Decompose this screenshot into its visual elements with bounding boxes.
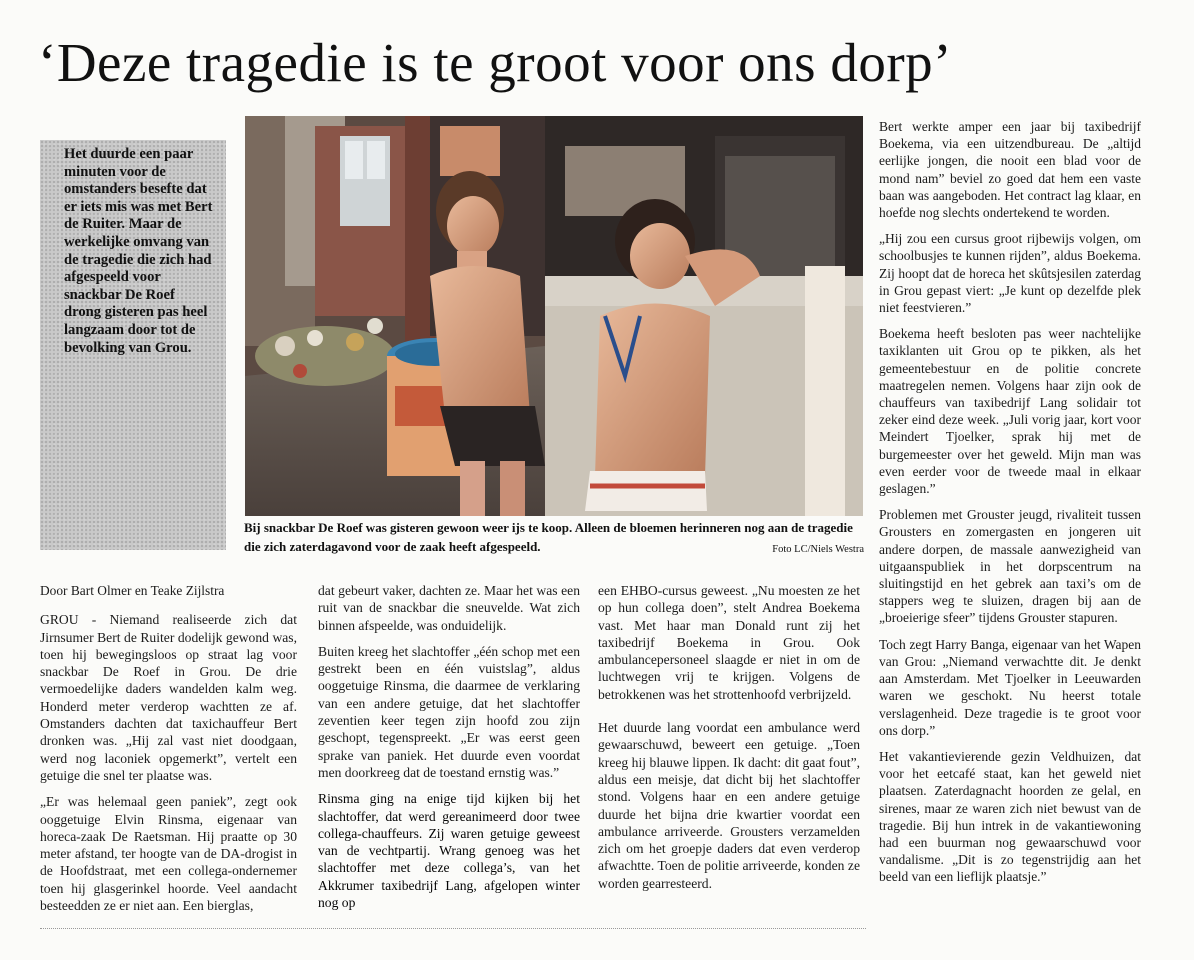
col4-para-2: „Hij zou een cursus groot rijbewijs volgen, om schoolbusjes te kunnen rijden”, aldus Boekema. Zij hoopt dat de horeca het skûtsjesilen zaterdag in Grou gepast viert: „Je kunt op dezelfde plek niet feestvieren.”: [879, 231, 1141, 316]
caption-text: Bij snackbar De Roef was gisteren gewoon weer ijs te koop. Alleen de bloemen herinneren nog aan de tragedie die zich zaterdagavond voor de zaak heeft afgespeeld.: [244, 520, 853, 554]
photo-illustration: [245, 116, 863, 516]
column-4: [879, 118, 1141, 886]
col4-para-6: Het vakantievierende gezin Veldhuizen, dat voor het eetcafé staat, kan het geweld niet plaatsen. Zaterdagnacht hoorden ze gelal, en sirenes, maar ze waren zich niet bewust van de tragedie. Bij hun intrek in de vakantiewoning had een buurman nog gewaarschuwd voor vandalisme. „Dit is zo tegenstrijdig aan het beeld van een lieflijk plaatsje.”: [879, 748, 1141, 885]
col1-para-2: „Er was helemaal geen paniek”, zegt ook ooggetuige Elvin Rinsma, eigenaar van horeca-zaak De Raetsman. Hij praatte op 30 meter afstand, ter hoogte van de DA-drogist in de Hoofdstraat, met een collega-ondernemer toen hij glasgerinkel hoorde. Veel aandacht besteedden ze er niet aan. Een bierglas,: [40, 794, 297, 914]
col4-para-1: Bert werkte amper een jaar bij taxibedrijf Boekema, via een uitzendbureau. De „altijd eerlijke jongen, die nooit een blad voor de mond nam” beviel zo goed dat hem een vaste baan was aangeboden. Het contract lag klaar, en hoefde nog slechts ondertekend te worden.: [879, 119, 1141, 221]
intro-box: [40, 140, 226, 550]
column-1: [40, 582, 297, 914]
col3-para-2: Het duurde lang voordat een ambulance werd gewaarschuwd, beweert een getuige. „Toen kreeg hij blauwe lippen. Ik dacht: dit gaat fout”, aldus een meisje, dat dicht bij het slachtoffer stond. Volgens haar en een andere getuige duurde het bijna drie kwartier voordat een ambulance arriveerde. Grousters verzamelden zich om het groepje daders dat even verderop afwachtte. Toen de politie arriveerde, konden ze worden gearresteerd.: [598, 720, 860, 891]
col4-para-4: Problemen met Grouster jeugd, rivaliteit tussen Grousters en zomergasten en jongeren uit andere dorpen, de massale aanwezigheid van uitgaanspubliek in het dorpscentrum na sluitingstijd en het gebrek aan taxi’s om de stappers weg te sluizen, dragen bij aan de „broeierige sfeer” tijdens Grouster stapuren.: [879, 507, 1141, 626]
column-2: [318, 582, 580, 911]
headline: ‘Deze tragedie is te groot voor ons dorp’: [38, 32, 952, 93]
col2-para-2: Buiten kreeg het slachtoffer „één schop met een gestrekt been en één vuistslag”, aldus ooggetuige Rinsma, die daarmee de verklaring van een andere getuige, dat het slachtoffer zeventien keer tegen zijn hoofd zou zijn geschopt, tegenspreekt. „Er was eerst geen sprake van paniek. Het duurde even voordat men doorkreeg dat de toestand ernstig was.”: [318, 643, 580, 780]
bottom-rule: [40, 928, 866, 929]
photo-credit: Foto LC/Niels Westra: [772, 544, 864, 555]
news-photo: [245, 116, 863, 516]
col2-para-1: dat gebeurt vaker, dachten ze. Maar het was een ruit van de snackbar die sneuvelde. Wat zich binnen afspeelde, was onduidelijk.: [318, 583, 580, 633]
intro-text: Het duurde een paar minuten voor de omstanders besefte dat er iets mis was met Bert de Ruiter. Maar de werkelijke omvang van de tragedie die zich had afgespeeld voor snackbar De Roef drong gisteren pas heel langzaam door tot de bevolking van Grou.: [64, 146, 213, 356]
col2-para-3: Rinsma ging na enige tijd kijken bij het slachtoffer, dat werd gereanimeerd door twee collega-chauffeurs. Zij waren getuige geweest van de vechtpartij. Wrang genoeg was het slachtoffer met deze collega’s, van het Akkrumer taxibedrijf Lang, afgelopen winter nog op: [318, 791, 580, 911]
col1-para-1: GROU - Niemand realiseerde zich dat Jirnsumer Bert de Ruiter dodelijk gewond was, toen hij bewegingsloos op straat lag voor snackbar De Roef in Grou. De drie vermoedelijke daders wandelden kalm weg. Honderd meter verderop wachtten ze af. Omstanders dachten dat taxichauffeur Bert dronken was. „Hij zal vast niet doodgaan, werd nog laconiek opgemerkt”, vertelt een getuige die snel ter plaatse was.: [40, 612, 297, 783]
column-3: [598, 582, 860, 892]
col3-para-1: een EHBO-cursus geweest. „Nu moesten ze het op hun collega doen”, stelt Andrea Boekema vast. Met haar man Donald runt zij het taxibedrijf Boekema in Grou. Ook ambulancepersoneel slaagde er niet in om de luchtwegen vrij te krijgen. Volgens de betrokkenen was het strottenhoofd verbrijzeld.: [598, 583, 860, 702]
col4-para-5: Toch zegt Harry Banga, eigenaar van het Wapen van Grou: „Niemand verwachtte dit. Je denkt aan Amsterdam. Met Tjoelker in Leeuwarden waren we geschokt. Nu heerst totale verslagenheid. Deze tragedie is te groot voor ons dorp.”: [879, 636, 1141, 738]
photo-caption: [244, 518, 864, 559]
col4-para-3: Boekema heeft besloten pas weer nachtelijke taxiklanten uit Grou op te pikken, als het gemeentebestuur en de politie concrete maatregelen nemen. Volgens haar zijn ook de chauffeurs van taxibedrijf Lang solidair tot zeker eind deze week. „Juli vorig jaar, kort voor Meindert Tjoelker, sprak hij met de burgemeester over het geweld. Mijn man was even eerder voor de tweede maal in elkaar geslagen.”: [879, 326, 1141, 497]
byline: Door Bart Olmer en Teake Zijlstra: [40, 583, 225, 598]
